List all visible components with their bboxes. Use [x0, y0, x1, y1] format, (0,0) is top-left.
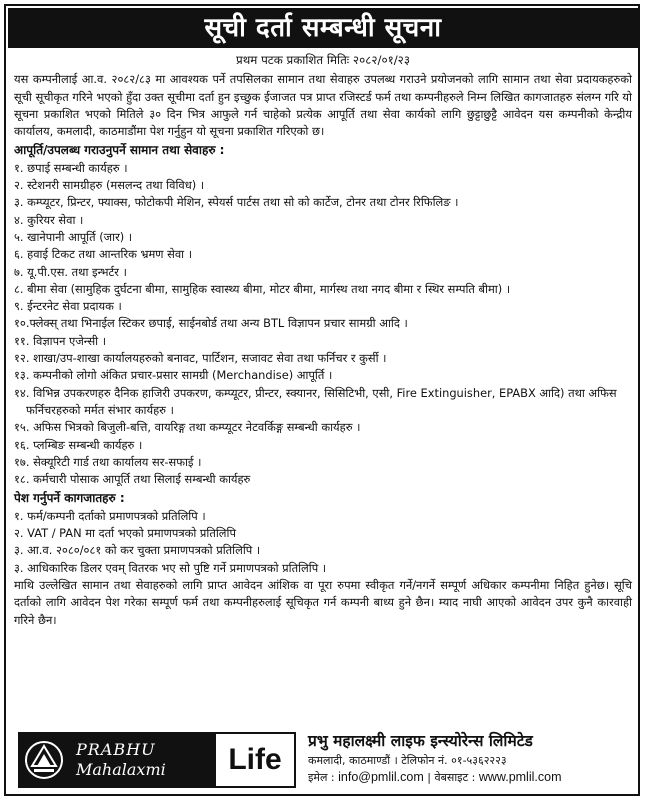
- intro-paragraph: यस कम्पनीलाई आ.व. २०८२/८३ मा आवश्यक पर्ने तपसिलका सामान तथा सेवाहरु उपलब्ध गराउने प्रयोजनको लागि सामान तथा सेवा प्रदायकहरुको सूची सूचीकृत गरिने भएको हुँदा उक्त सूचीमा दर्ता हुन इच्छुक ईजाजत पत्र प्राप्त रजिस्टर्ड फर्म तथा कम्पनीहरुले निम्न लिखित कागजातहरु संलग्न गरि यो सूचना प्रकाशित भएको मितिले ३० दिन भित्र आफुले गर्न चाहेको प्रत्येक आपूर्ति तथा सेवा कार्यको लागि छुट्टाछुट्टै आवेदन यस कम्पनीको केन्द्रीय कार्यालय, कमलादी, काठमाडौंमा पेश गर्नुहुन यो सूचना प्रकाशित गरिएको छ।: [14, 72, 632, 139]
- list-item: १६. प्लम्बिङ सम्बन्धी कार्यहरु ।: [14, 437, 143, 452]
- list-item: १५. अफिस भित्रको बिजुली-बत्ति, वायरिङ्ग तथा कम्प्यूटर नेटवर्किङ्ग सम्बन्धी कार्यहरु ।: [14, 420, 361, 435]
- list-item: ३. आ.व. २०८०/०८१ को कर चुक्ता प्रमाणपत्रको प्रतिलिपि ।: [14, 543, 261, 558]
- list-item: १. फर्म/कम्पनी दर्ताको प्रमाणपत्रको प्रतिलिपि ।: [14, 508, 206, 523]
- logo-life: Life: [216, 734, 294, 786]
- logo-brand-line2: Mahalaxmi: [76, 760, 166, 779]
- services-list: [14, 160, 632, 489]
- documents-list: [14, 508, 632, 577]
- list-item: ११. विज्ञापन एजेन्सी ।: [14, 333, 107, 348]
- list-item: १. छपाई सम्बन्धी कार्यहरु ।: [14, 160, 128, 175]
- email-link[interactable]: info@pmlil.com: [338, 770, 424, 784]
- list-item: १०.फ्लेक्स् तथा भिनाईल स्टिकर छपाई, साईनबोर्ड तथा अन्य BTL विज्ञापन प्रचार सामग्री आदि ।: [14, 316, 408, 331]
- notice-body: [14, 52, 632, 629]
- footer: [8, 730, 638, 792]
- list-item: १२. शाखा/उप-शाखा कार्यालयहरुको बनावट, पार्टिशन, सजावट सेवा तथा फर्निचर र कुर्सी ।: [14, 351, 387, 366]
- list-item: १७. सेक्यूरिटी गार्ड तथा कार्यालय सर-सफाई ।: [14, 454, 202, 469]
- list-item: ४. कुरियर सेवा ।: [14, 212, 84, 227]
- list-item: १८. कर्मचारी पोसाक आपूर्ति तथा सिलाई सम्बन्धी कार्यहरु: [14, 472, 251, 487]
- emblem-icon: [24, 740, 64, 780]
- company-info: [308, 730, 630, 786]
- list-item: ७. यू.पी.एस. तथा इन्भर्टर ।: [14, 264, 127, 279]
- company-logo: [18, 732, 296, 788]
- website-label: | वेबसाइट :: [427, 771, 476, 784]
- email-label: इमेल :: [308, 771, 335, 784]
- contact-line: [308, 769, 630, 786]
- list-item: १४. विभिन्न उपकरणहरु दैनिक हाजिरी उपकरण, कम्प्यूटर, प्रीन्टर, स्क्यानर, सिसिटिभी, एसी, Fire Extinguisher, EPABX आदि) तथा अफिस फर्निचरहरुको मर्मत संभार कार्यहरु ।: [14, 385, 617, 417]
- list-item: १३. कम्पनीको लोगो अंकित प्रचार-प्रसार सामग्री (Merchandise) आपूर्ति ।: [14, 368, 333, 383]
- services-heading: आपूर्ति/उपलब्ध गराउनुपर्ने सामान तथा सेवाहरु :: [14, 143, 225, 158]
- list-item: ३. आधिकारिक डिलर एवम् वितरक भए सो पुष्टि गर्ने प्रमाणपत्रको प्रतिलिपि ।: [14, 560, 327, 575]
- list-item: ८. बीमा सेवा (सामुहिक दुर्घटना बीमा, सामुहिक स्वास्थ्य बीमा, मोटर बीमा, मार्गस्थ तथा नगद बीमा र स्थिर सम्पति बीमा) ।: [14, 281, 511, 296]
- logo-brand-line1: PRABHU: [76, 740, 156, 759]
- documents-heading: पेश गर्नुपर्ने कागजातहरु :: [14, 491, 125, 506]
- list-item: ५. खानेपानी आपूर्ति (जार) ।: [14, 229, 133, 244]
- list-item: ९. ईन्टरनेट सेवा प्रदायक ।: [14, 299, 122, 314]
- website-link[interactable]: www.pmlil.com: [478, 770, 562, 784]
- list-item: ६. हवाई टिकट तथा आन्तरिक भ्रमण सेवा ।: [14, 247, 193, 262]
- company-name: प्रभु महालक्ष्मी लाइफ इन्स्योरेन्स लिमिटेड: [308, 732, 533, 750]
- address-line: कमलादी, काठमाण्डौं । टेलिफोन नं. ०१-५३६२२२३: [308, 754, 507, 767]
- notice-title: सूची दर्ता सम्बन्धी सूचना: [8, 8, 638, 48]
- list-item: ३. कम्प्यूटर, प्रिन्टर, फ्याक्स, फोटोकपी मेशिन, स्पेयर्स पार्टस तथा सो को कार्टेज, टोनर तथा टोनर रिफिलिङ ।: [14, 195, 459, 210]
- closing-paragraph: माथि उल्लेखित सामान तथा सेवाहरुको लागि प्राप्त आवेदन आंशिक वा पूरा रुपमा स्वीकृत गर्ने/नगर्ने सम्पूर्ण अधिकार कम्पनीमा निहित हुनेछ। सूचि दर्ताको लागि आवेदन पेश गरेका सम्पूर्ण फर्म तथा कम्पनीहरुलाई सूचिकृत गर्न कम्पनी बाध्य हुने छैन। म्याद नाघी आएको आवेदन उपर कुनै कारवाही गरिने छैन।: [14, 577, 632, 627]
- list-item: २. स्टेशनरी सामग्रीहरु (मसलन्द तथा विविध) ।: [14, 178, 205, 193]
- list-item: २. VAT / PAN मा दर्ता भएको प्रमाणपत्रको प्रतिलिपि: [14, 526, 236, 541]
- publication-date: प्रथम पटक प्रकाशित मितिः २०८२/०१/२३: [236, 53, 410, 67]
